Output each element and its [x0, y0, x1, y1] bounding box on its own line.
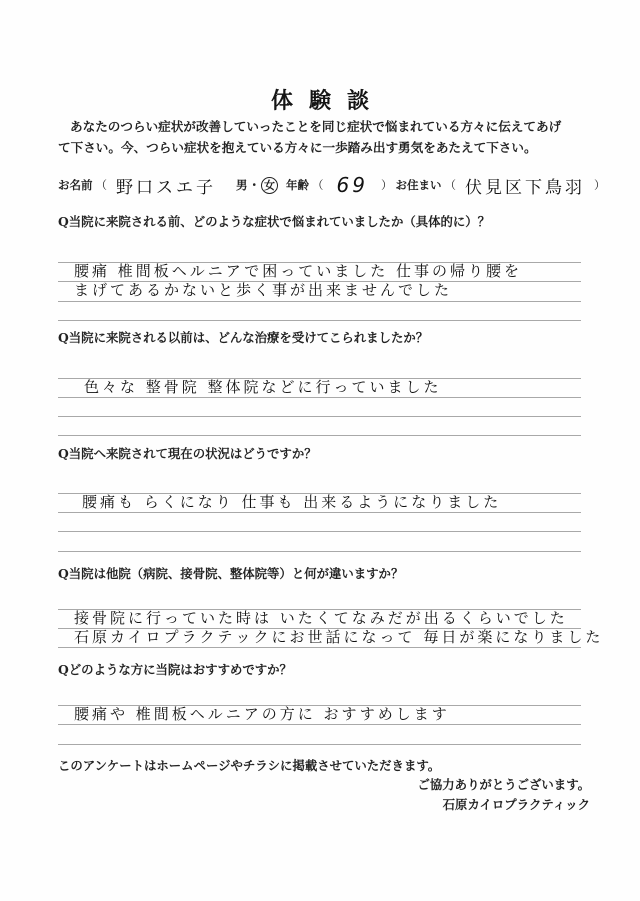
- address-field[interactable]: 伏見区下鳥羽: [464, 177, 585, 198]
- answer-rule: [58, 551, 581, 552]
- gender-option-male[interactable]: 男: [236, 178, 248, 192]
- age-label: 年齢: [286, 178, 309, 192]
- answer-rule: [58, 724, 581, 725]
- intro-line-2: て下さい。今、つらい症状を抱えている方々に一歩踏み出す勇気をあたえて下さい。: [58, 140, 537, 155]
- publication-notice: このアンケートはホームページやチラシに掲載させていただきます。: [58, 758, 441, 773]
- intro-line-1: あなたのつらい症状が改善していったことを同じ症状で悩まれている方々に伝えてあげ: [70, 119, 562, 134]
- question-3: Q当院へ来院されて現在の状況はどうですか？: [58, 446, 317, 461]
- address-label: お住まい: [395, 178, 442, 192]
- answer-rule: [58, 744, 581, 745]
- age-close-paren: ）: [380, 178, 393, 192]
- answer-rule: [58, 512, 581, 513]
- name-field[interactable]: 野口スエ子: [116, 177, 216, 198]
- answer-1-line-2[interactable]: まげてあるかないと歩く事が出来ませんでした: [74, 281, 453, 299]
- answer-4-line-2[interactable]: 石原カイロプラクテックにお世話になって 毎日が楽になりました: [74, 628, 604, 646]
- address-open-paren: （: [444, 178, 456, 192]
- answer-2-line-1[interactable]: 色々な 整骨院 整体院などに行っていました: [84, 378, 442, 396]
- answer-rule: [58, 531, 581, 532]
- question-1: Q当院に来院される前、どのような症状で悩まれていましたか（具体的に）？: [58, 214, 491, 229]
- clinic-name: 石原カイロプラクティック: [442, 797, 590, 812]
- intro-text: [58, 116, 598, 158]
- thanks-text: ご協力ありがとうございます。: [417, 777, 590, 792]
- age-field[interactable]: 69: [336, 173, 368, 197]
- answer-3-line-1[interactable]: 腰痛も らくになり 仕事も 出来るようになりました: [82, 493, 502, 511]
- gender-selector: [236, 177, 278, 194]
- page-title: 体験談: [270, 88, 385, 114]
- answer-rule: [58, 416, 581, 417]
- question-4: Q当院は他院（病院、接骨院、整体院等）と何が違いますか？: [58, 566, 404, 581]
- answer-rule: [58, 397, 581, 398]
- answer-rule: [58, 435, 581, 436]
- gender-separator: ・: [248, 178, 260, 192]
- question-5: Qどのような方に当院はおすすめですか？: [58, 662, 292, 677]
- address-close-paren: ）: [593, 178, 606, 192]
- question-2: Q当院に来院される以前は、どんな治療を受けてこられましたか？: [58, 330, 429, 345]
- answer-4-line-1[interactable]: 接骨院に行っていた時は いたくてなみだが出るくらいでした: [74, 609, 568, 627]
- name-open-paren: （: [95, 178, 107, 192]
- answer-rule: [58, 647, 581, 648]
- profile-row: [58, 170, 618, 200]
- name-label: お名前: [58, 178, 93, 192]
- answer-1-line-1[interactable]: 腰痛 椎間板ヘルニアで困っていました 仕事の帰り腰を: [74, 262, 522, 280]
- answer-rule: [58, 320, 581, 321]
- age-open-paren: （: [312, 178, 324, 192]
- answer-rule: [58, 301, 581, 302]
- answer-5-line-1[interactable]: 腰痛や 椎間板ヘルニアの方に おすすめします: [74, 705, 450, 723]
- gender-option-female-selected[interactable]: 女: [261, 177, 278, 194]
